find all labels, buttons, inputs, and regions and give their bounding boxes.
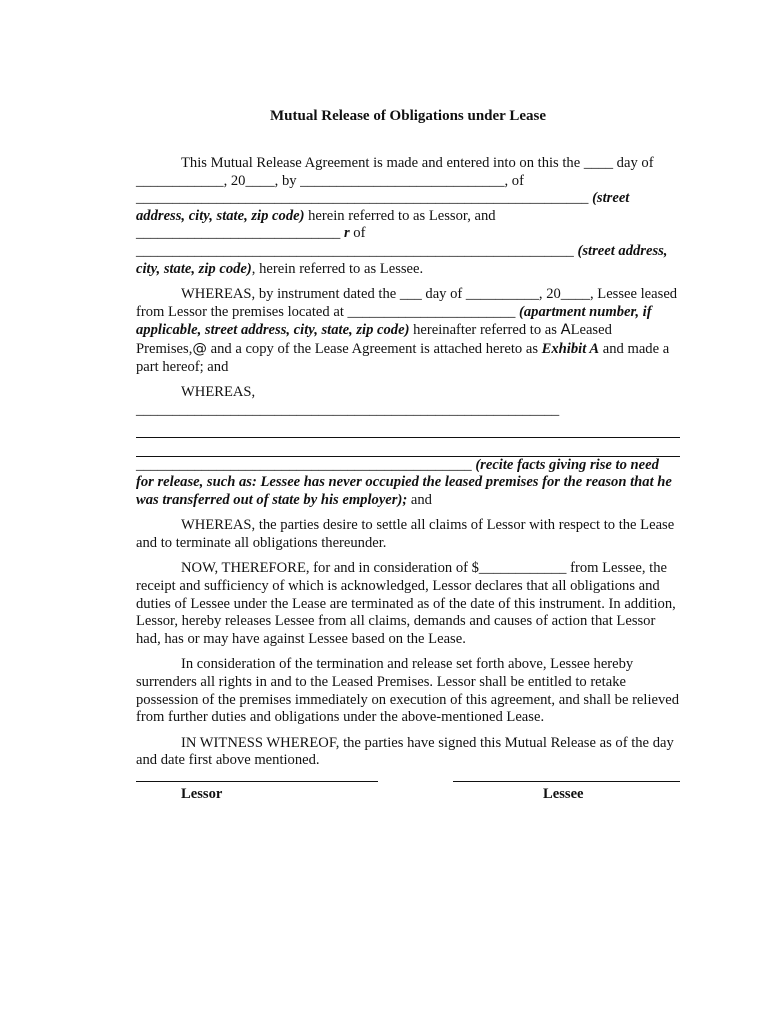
p2-text-4: and a copy of the Lease Agreement is attached hereto as (206, 340, 542, 357)
paragraph-consideration: NOW, THEREFORE, for and in consideration of $____________ from Lessee, the receipt and sufficiency of which is acknowledged, Lessor declares that all obligations and duties of Lessee under the Lease are terminated as of the date of this instrument. In addition, Lessor, hereby releases Lessee from all claims, demands and causes of action that Lessor had, has or may have against Lessee based on the Lease. (136, 560, 676, 647)
lessee-label: Lessee (543, 786, 584, 802)
paragraph-lease (136, 286, 680, 376)
document-body (136, 155, 680, 778)
p2-symbol-close: @ (192, 339, 207, 357)
p2-text-2: hereinafter referred to as (409, 322, 561, 339)
p2-text-1: WHEREAS, by instrument dated the ___ day of __________, 20____, Lessee leased from Lessor the premises located at _______________________ (136, 286, 678, 320)
p2-text-5: and made a part hereof; and (136, 340, 670, 375)
p2-italic-1: (apartment number, if applicable, street address, city, state, zip code) (136, 303, 652, 339)
paragraph-witness: IN WITNESS WHEREOF, the parties have signed this Mutual Release as of the day and date first above mentioned. (136, 734, 674, 769)
p2-italic-2: Exhibit A (541, 340, 600, 357)
lessee-signature-line (453, 781, 680, 782)
p1-text-1: This Mutual Release Agreement is made and entered into on this the ____ day of ____________, 20____, by ____________________________, of ______________________________________________________________ (136, 155, 654, 207)
lessor-signature-line (136, 781, 378, 782)
paragraph-surrender: In consideration of the termination and release set forth above, Lessee hereby surrenders all rights in and to the Leased Premises. Lessor shall be entitled to retake possession of the premises immediately on execution of this agreement, and shall be relieved from further duties and obligations under the above-mentioned Lease. (136, 656, 680, 726)
p1-italic-3: (street address, city, state, zip code) (136, 242, 668, 277)
p1-text-4: , herein referred to as Lessee. (251, 260, 424, 277)
p3-text-1: WHEREAS, __________________________________________________________ (136, 384, 560, 418)
p1-text-3: of ____________________________________________________________ (136, 225, 574, 259)
p2-text-3: Leased Premises, (136, 322, 612, 357)
lessor-label: Lessor (181, 786, 223, 802)
p3-text-3: and (407, 491, 432, 508)
paragraph-parties (136, 155, 680, 278)
document-title: Mutual Release of Obligations under Lease (270, 108, 546, 124)
p1-italic-1: (street address, city, state, zip code) (136, 190, 630, 224)
p1-italic-2: r (343, 225, 350, 242)
p2-symbol-open: A (560, 321, 571, 339)
blank-line-1 (136, 419, 680, 438)
p1-text-2: herein referred to as Lessor, and ____________________________ (136, 207, 496, 242)
blank-line-2 (136, 438, 680, 457)
p3-text-2: ______________________________________________ (136, 456, 476, 473)
p3-italic-1: (recite facts giving rise to need for release, such as: Lessee has never occupied the leased premises for the reason that he was transferred out of state by his employer); (136, 456, 672, 508)
paragraph-whereas-facts (136, 384, 680, 509)
paragraph-desire: WHEREAS, the parties desire to settle all claims of Lessor with respect to the Lease and to terminate all obligations thereunder. (136, 517, 675, 551)
